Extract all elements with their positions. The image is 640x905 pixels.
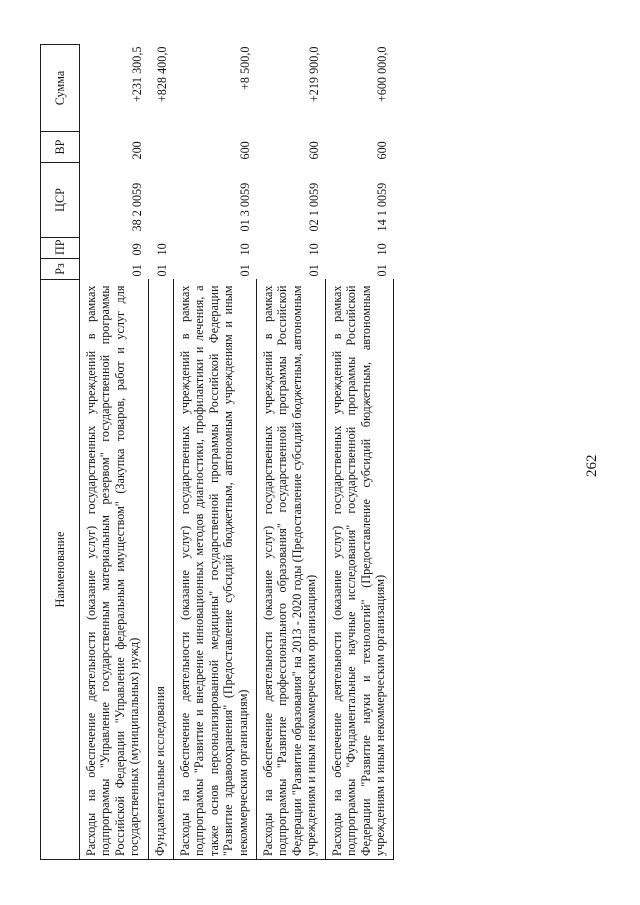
page-number: 262 (584, 454, 600, 477)
header-rz: Рз (41, 259, 80, 280)
row-vr (148, 132, 173, 163)
row-name: Расходы на обеспечение деятельности (оказание услуг) государственных учреждений в рамках подпрограммы "Фундаментальные научные исследования" государственной программы Российской Федерации "Развитие науки и технологий" (Предоставление субсидий бюджетным, автономным учреждениям и иным некоммерческим организациям) (325, 280, 394, 860)
row-sum: +8 500,0 (238, 46, 253, 90)
header-name: Наименование (41, 280, 80, 860)
row-rz: 01 (238, 264, 253, 277)
row-vr: 200 (129, 141, 144, 160)
row-name: Фундаментальные исследования (148, 280, 173, 860)
row-sum: +828 400,0 (155, 46, 170, 103)
table-row (148, 45, 173, 860)
row-pr: 10 (238, 243, 253, 256)
budget-table (40, 44, 394, 860)
table-row (325, 45, 394, 860)
header-pr: ПР (41, 238, 80, 259)
row-vr: 600 (375, 141, 390, 160)
row-name: Расходы на обеспечение деятельности (оказание услуг) государственных учреждений в рамках подпрограммы "Развитие профессионального образования" государственной программы Российской Федерации "Развитие образования" на 2013 - 2020 годы (Предоставление субсидий бюджетным, автономным учреждениям и иным некоммерческим организациям) (257, 280, 326, 860)
row-rz: 01 (375, 264, 390, 277)
row-csr (148, 163, 173, 238)
row-csr: 38 2 0059 (129, 182, 144, 232)
row-rz: 01 (155, 264, 170, 277)
row-sum: +600 000,0 (375, 46, 390, 103)
row-pr: 09 (129, 243, 144, 256)
row-pr: 10 (306, 243, 321, 256)
table-row (257, 45, 326, 860)
row-name: Расходы на обеспечение деятельности (оказание услуг) государственных учреждений в рамках подпрограммы "Развитие и внедрение инновационных методов диагностики, профилактики и лечения, а также основ персонализированной медицины" государственной программы Российской Федерации "Развитие здравоохранения" (Предоставление субсидий бюджетным, автономным учреждениям и иным некоммерческим организациям) (174, 280, 257, 860)
rotated-page (40, 45, 600, 860)
row-pr: 10 (375, 243, 390, 256)
row-rz: 01 (129, 264, 144, 277)
header-vr: ВР (41, 132, 80, 163)
row-csr: 14 1 0059 (375, 182, 390, 232)
table-row (80, 45, 149, 860)
table-body (80, 45, 394, 860)
header-csr: ЦСР (41, 163, 80, 238)
row-sum: +219 900,0 (306, 46, 321, 103)
row-sum: +231 300,5 (129, 46, 144, 103)
row-vr: 600 (306, 141, 321, 160)
header-sum: Сумма (41, 45, 80, 132)
table-row (174, 45, 257, 860)
row-csr: 01 3 0059 (238, 182, 253, 232)
row-name: Расходы на обеспечение деятельности (оказание услуг) государственных учреждений в рамках подпрограммы "Управление государственным материальным резервом" государственной программы Российской Федерации "Управление федеральным имуществом" (Закупка товаров, работ и услуг для государственных (муниципальных) нужд) (80, 280, 149, 860)
row-pr: 10 (155, 243, 170, 256)
row-vr: 600 (238, 141, 253, 160)
table-header (41, 45, 80, 860)
row-csr: 02 1 0059 (306, 182, 321, 232)
row-rz: 01 (306, 264, 321, 277)
